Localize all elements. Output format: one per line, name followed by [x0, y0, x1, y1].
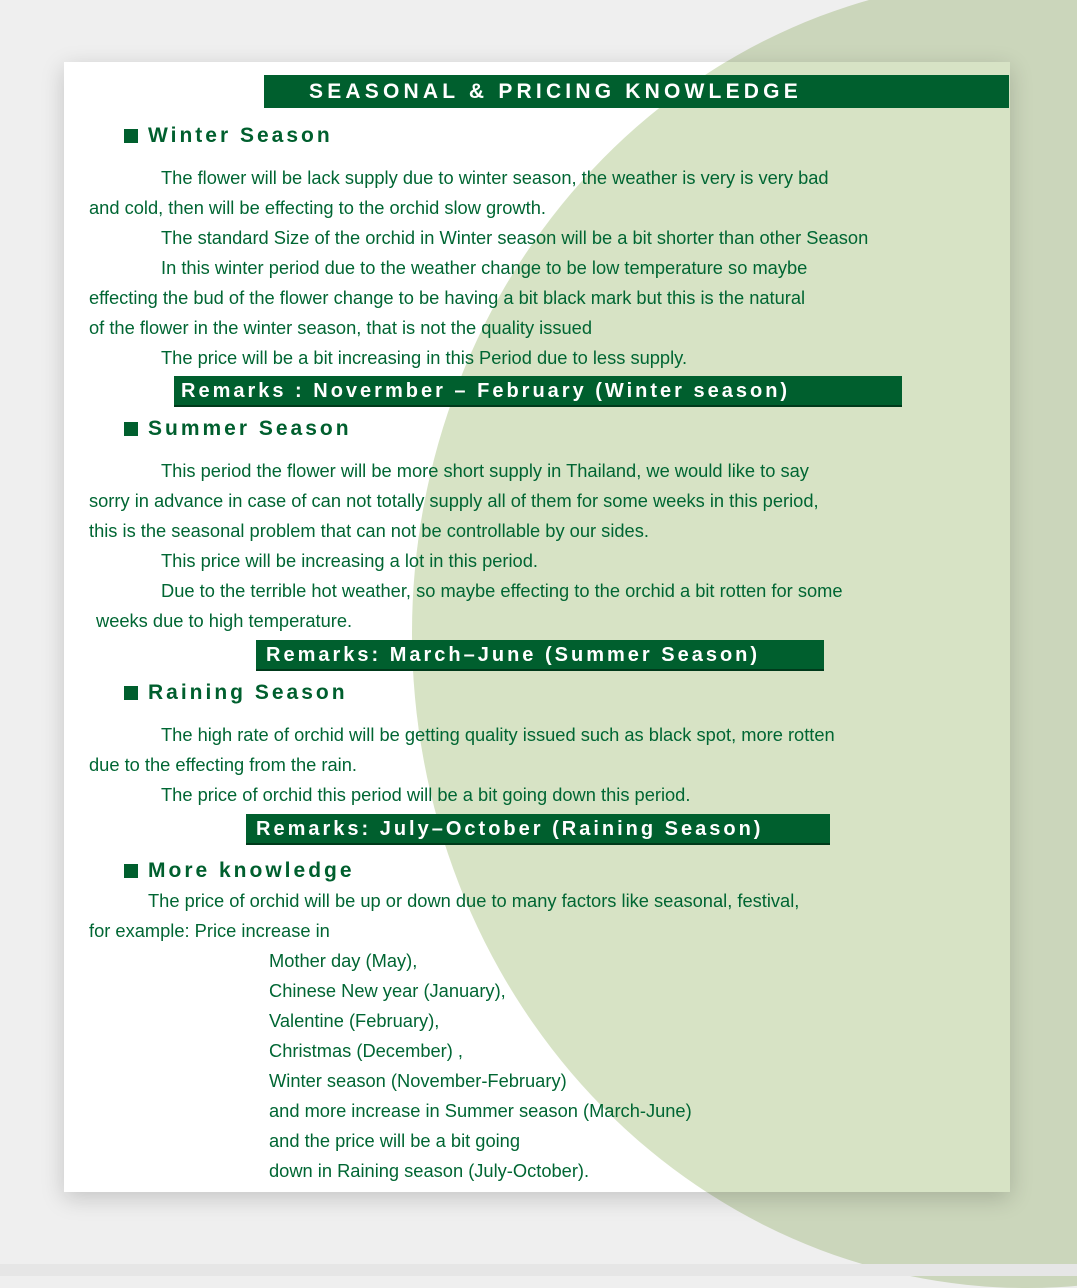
text-line: The price will be a bit increasing in this Period due to less supply.	[161, 347, 688, 368]
list-item: and the price will be a bit going	[269, 1130, 521, 1151]
text-line: The flower will be lack supply due to winter season, the weather is very is very bad	[161, 167, 829, 188]
square-bullet-icon	[124, 129, 138, 143]
page-title: SEASONAL & PRICING KNOWLEDGE	[264, 75, 1009, 108]
text-line: effecting the bud of the flower change to be having a bit black mark but this is the natural	[89, 287, 806, 308]
bottom-strip	[0, 1264, 1077, 1276]
square-bullet-icon	[124, 422, 138, 436]
section-body-winter	[64, 163, 1010, 373]
section-heading-label: Summer Season	[148, 417, 352, 440]
section-heading-summer	[124, 416, 352, 442]
list-item: and more increase in Summer season (March-June)	[269, 1100, 692, 1121]
text-line: and cold, then will be effecting to the orchid slow growth.	[89, 197, 546, 218]
remarks-bar-summer: Remarks: March–June (Summer Season)	[256, 640, 824, 671]
text-line: In this winter period due to the weather change to be low temperature so maybe	[161, 257, 808, 278]
section-heading-raining	[124, 680, 348, 706]
list-item: down in Raining season (July-October).	[269, 1160, 590, 1181]
remarks-bar-winter: Remarks : Novermber – February (Winter season)	[174, 376, 902, 407]
document-content	[64, 62, 1010, 1192]
text-line: this is the seasonal problem that can not be controllable by our sides.	[89, 520, 649, 541]
text-line: The price of orchid this period will be a bit going down this period.	[161, 784, 691, 805]
square-bullet-icon	[124, 686, 138, 700]
text-line: The price of orchid will be up or down due to many factors like seasonal, festival,	[148, 890, 800, 911]
section-heading-more-knowledge	[124, 858, 355, 884]
section-heading-winter	[124, 123, 333, 149]
text-line: This price will be increasing a lot in this period.	[161, 550, 538, 571]
square-bullet-icon	[124, 864, 138, 878]
section-heading-label: Raining Season	[148, 681, 348, 704]
text-line: due to the effecting from the rain.	[89, 754, 357, 775]
text-line: sorry in advance in case of can not totally supply all of them for some weeks in this period,	[89, 490, 819, 511]
list-item: Mother day (May),	[269, 950, 418, 971]
text-line: weeks due to high temperature.	[96, 610, 353, 631]
text-line: The standard Size of the orchid in Winter season will be a bit shorter than other Season	[161, 227, 869, 248]
text-line: Due to the terrible hot weather, so maybe effecting to the orchid a bit rotten for some	[161, 580, 843, 601]
section-body-more-knowledge	[64, 886, 1010, 1186]
text-line: This period the flower will be more short supply in Thailand, we would like to say	[161, 460, 809, 481]
list-item: Valentine (February),	[269, 1010, 440, 1031]
text-line: of the flower in the winter season, that is not the quality issued	[89, 317, 593, 338]
section-heading-label: More knowledge	[148, 859, 355, 882]
text-line: for example: Price increase in	[89, 920, 330, 941]
list-item: Chinese New year (January),	[269, 980, 506, 1001]
section-heading-label: Winter Season	[148, 124, 333, 147]
remarks-bar-raining: Remarks: July–October (Raining Season)	[246, 814, 830, 845]
document-card	[64, 62, 1010, 1192]
section-body-raining	[64, 720, 1010, 810]
section-body-summer	[64, 456, 1010, 636]
list-item: Christmas (December) ,	[269, 1040, 464, 1061]
list-item: Winter season (November-February)	[269, 1070, 567, 1091]
text-line: The high rate of orchid will be getting quality issued such as black spot, more rotten	[161, 724, 835, 745]
